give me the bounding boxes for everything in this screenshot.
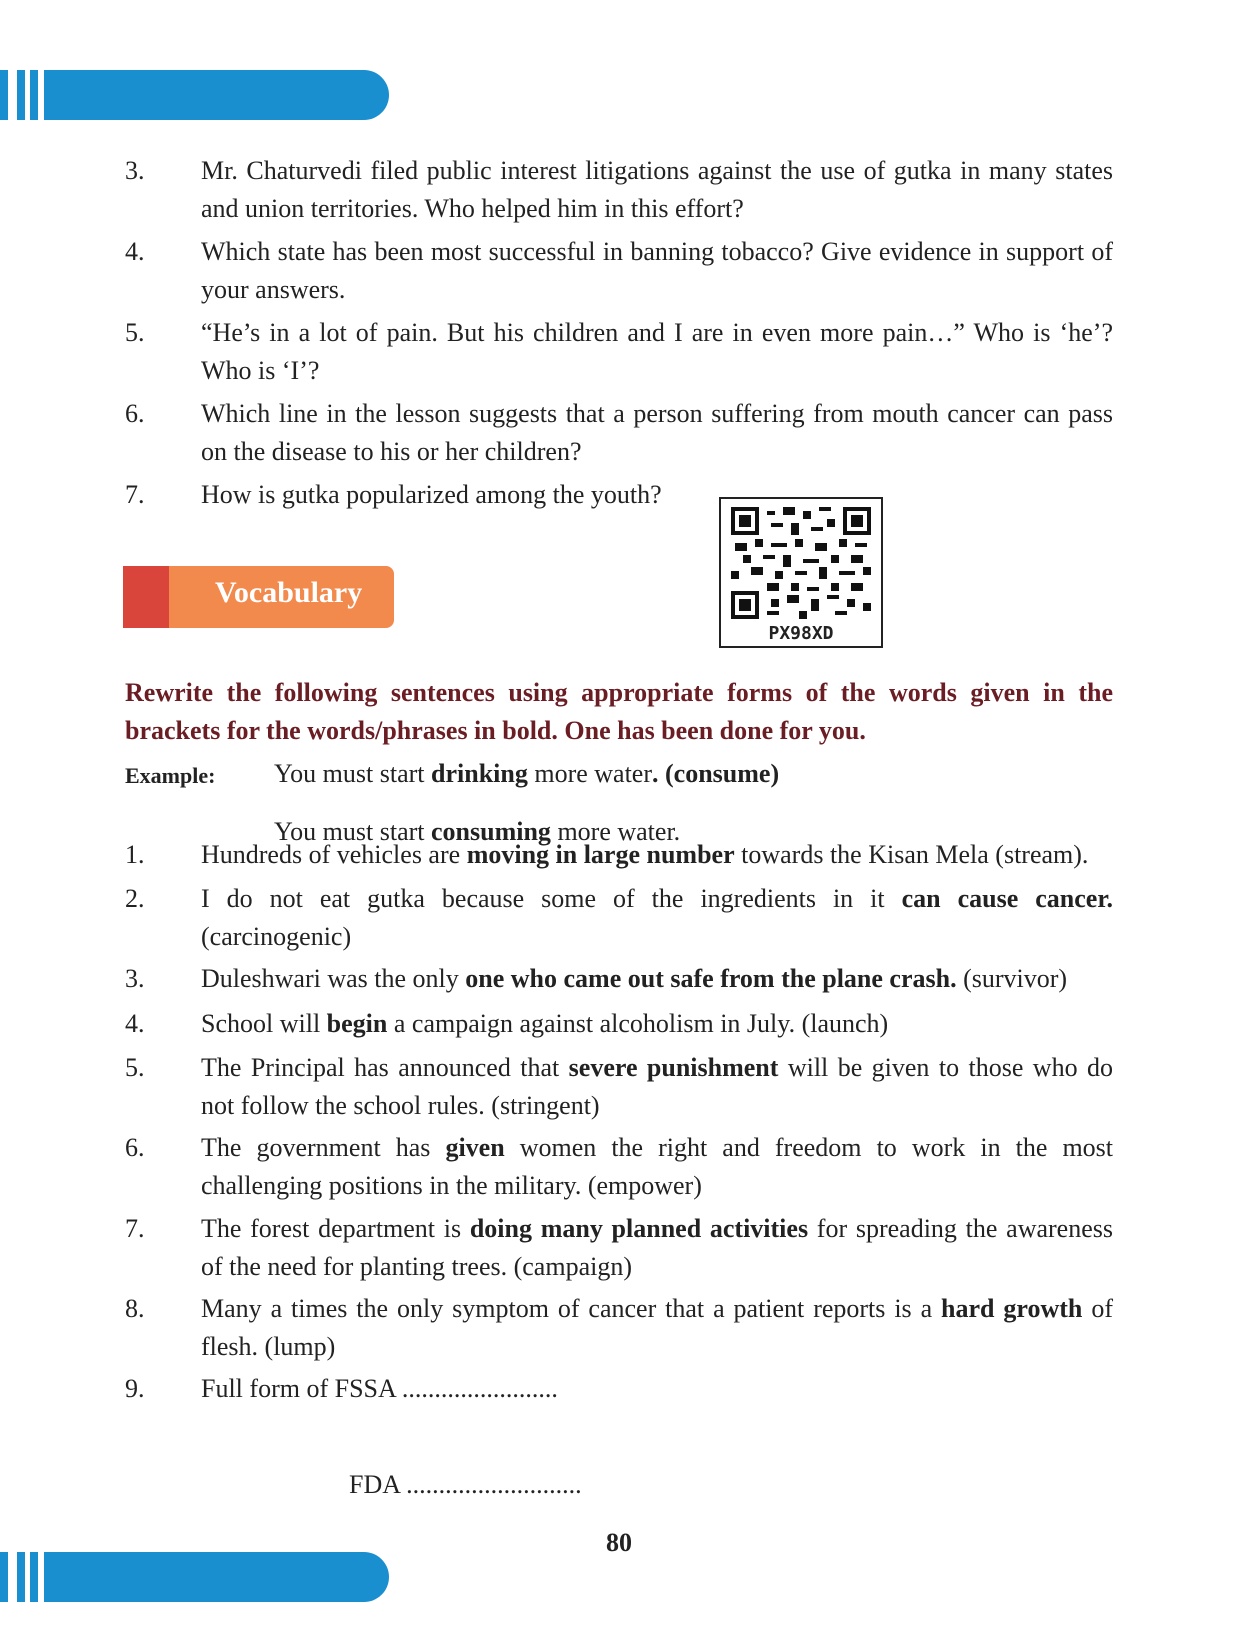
bold-phrase: consuming	[431, 817, 551, 846]
band-bar	[44, 70, 389, 120]
exercise-text	[201, 1049, 1113, 1125]
text-run: of flesh. (lump)	[201, 1294, 1113, 1361]
exercise-number: 3.	[125, 964, 145, 993]
exercise-number: 5.	[125, 1053, 145, 1082]
text-run: The forest department is	[201, 1214, 470, 1243]
question-number: 7.	[125, 480, 145, 509]
question-number: 4.	[125, 237, 145, 266]
fda-line: FDA ...........................	[349, 1470, 582, 1499]
text-run: (carcinogenic)	[201, 922, 352, 951]
vocabulary-heading: Vocabulary	[215, 576, 363, 609]
qr-code-icon	[731, 507, 871, 619]
text-run: The government has	[201, 1133, 446, 1162]
question-text	[201, 152, 1113, 228]
text-run: I do not eat gutka because some of the ingredients in it	[201, 884, 902, 913]
question-number: 5.	[125, 318, 145, 347]
text-run: You must start	[274, 759, 432, 788]
instruction-text: Rewrite the following sentences using appropriate forms of the words given in the brackets for the words/phrases in bold. One has been done for you.	[125, 678, 1113, 745]
text-run: Hundreds of vehicles are	[201, 840, 467, 869]
exercise-text	[201, 1370, 1113, 1408]
band-stripe	[0, 70, 8, 120]
text-run: a campaign against alcoholism in July. (launch)	[387, 1009, 889, 1038]
text-run: will be given to those who do not follow the school rules. (stringent)	[201, 1053, 1113, 1120]
band-stripe	[17, 70, 25, 120]
text-run: Duleshwari was the only	[201, 964, 466, 993]
bold-phrase: . (consume)	[652, 759, 780, 788]
question-text	[201, 314, 1113, 390]
exercise-number: 7.	[125, 1214, 145, 1243]
exercise-number: 2.	[125, 884, 145, 913]
text-run: Many a times the only symptom of cancer that a patient reports is a	[201, 1294, 942, 1323]
question-text	[201, 395, 1113, 471]
exercise-number: 6.	[125, 1133, 145, 1162]
vocabulary-heading-edge	[123, 566, 169, 628]
question-text	[201, 233, 1113, 309]
text-run: Mr. Chaturvedi filed public interest litigations against the use of gutka in many states and union territories. Who helped him in this effort?	[201, 156, 1113, 223]
exercise-text	[201, 960, 1113, 998]
band-stripe	[0, 1552, 8, 1602]
exercise-text	[201, 880, 1113, 956]
question-number: 3.	[125, 156, 145, 185]
vocabulary-heading-box	[123, 566, 394, 628]
bold-phrase: moving in large number	[466, 840, 735, 869]
text-run: The Principal has announced that	[201, 1053, 569, 1082]
bold-phrase: drinking	[431, 759, 528, 788]
exercise-number: 9.	[125, 1374, 145, 1403]
band-stripe	[30, 1552, 38, 1602]
band-stripe	[30, 70, 38, 120]
text-run: (survivor)	[956, 964, 1068, 993]
text-run: more water.	[550, 817, 681, 846]
bold-phrase: hard growth	[941, 1294, 1083, 1323]
question-number: 6.	[125, 399, 145, 428]
text-run: Full form of FSSA ........................	[201, 1374, 558, 1403]
text-run: “He’s in a lot of pain. But his children and I are in even more pain…” Who is ‘he’? Who is ‘I’?	[201, 318, 1113, 385]
text-run: for spreading the awareness of the need for planting trees. (campaign)	[201, 1214, 1113, 1281]
text-run: How is gutka popularized among the youth?	[201, 480, 662, 509]
bold-phrase: doing many planned activities	[469, 1214, 809, 1243]
exercise-text	[201, 1210, 1113, 1286]
example-question	[274, 759, 779, 789]
band-stripe	[17, 1552, 25, 1602]
exercise-text	[201, 1005, 1113, 1043]
question-text	[201, 476, 1113, 514]
example-label: Example:	[125, 763, 216, 788]
bold-phrase: begin	[326, 1009, 388, 1038]
exercise-text	[201, 1129, 1113, 1205]
qr-code	[719, 497, 883, 648]
qr-code-text: PX98XD	[768, 623, 834, 644]
exercise-number: 4.	[125, 1009, 145, 1038]
text-run: Which state has been most successful in banning tobacco? Give evidence in support of your answers.	[201, 237, 1113, 304]
exercise-number: 8.	[125, 1294, 145, 1323]
text-run: School will	[201, 1009, 327, 1038]
text-run: Which line in the lesson suggests that a person suffering from mouth cancer can pass on the disease to his or her children?	[201, 399, 1113, 466]
exercise-text	[201, 836, 1113, 874]
bold-phrase: given	[445, 1133, 505, 1162]
text-run: You must start	[274, 817, 432, 846]
band-bar	[44, 1552, 389, 1602]
page-number: 80	[606, 1528, 632, 1557]
bold-phrase: severe punishment	[568, 1053, 779, 1082]
text-run: women the right and freedom to work in the most challenging positions in the military. (empower)	[201, 1133, 1114, 1200]
bold-phrase: one who came out safe from the plane crash.	[465, 964, 957, 993]
exercise-number: 1.	[125, 840, 145, 869]
bold-phrase: can cause cancer.	[901, 884, 1113, 913]
exercise-text	[201, 1290, 1113, 1366]
text-run: more water	[527, 759, 653, 788]
text-run: towards the Kisan Mela (stream).	[734, 840, 1089, 869]
